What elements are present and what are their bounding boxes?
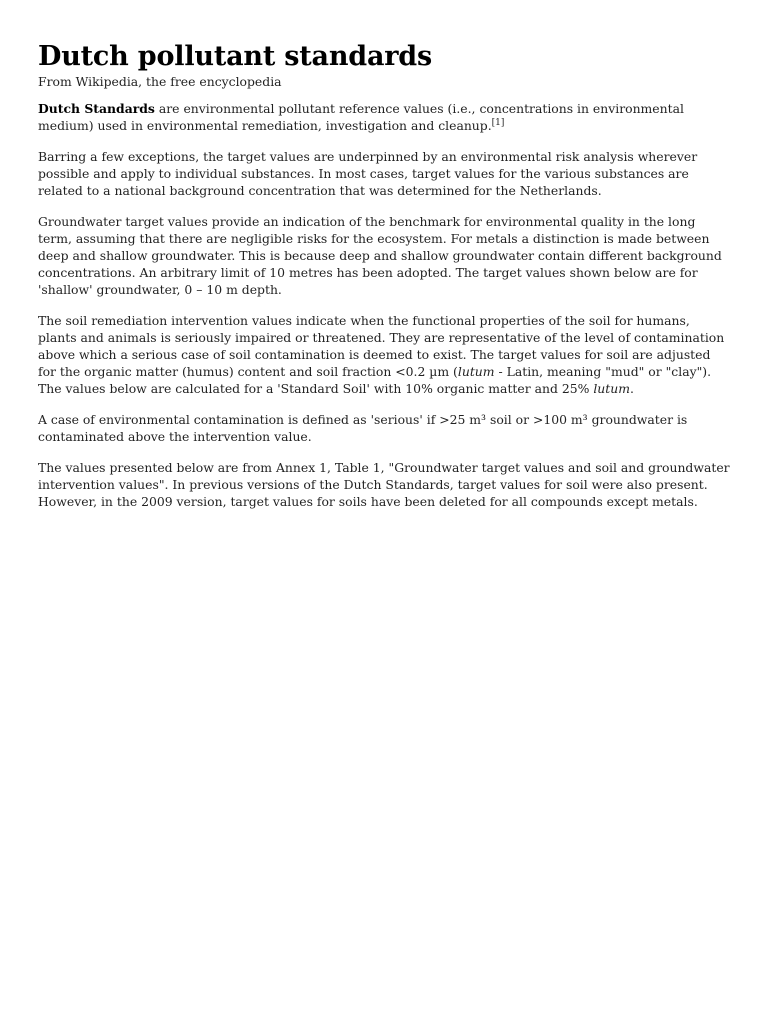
bold-term: Dutch Standards: [38, 101, 155, 116]
italic-lutum-2: lutum: [593, 381, 630, 396]
intervention-text-a: The soil remediation intervention values indicate when the functional properties of the soil for humans, plants and animals is seriously impaired or threatened. They are representative of the level of contamination above which a serious case of soil contamination is deemed to exist. The target values for soil are adjusted for the organic matter (humus) content and soil fraction <0.2 µm (: [38, 313, 725, 379]
intervention-text-b: - Latin, meaning "mud" or "clay"). The values below are calculated for a 'Standard Soil' with 10% organic matter and 25%: [38, 364, 712, 396]
reference-link[interactable]: [1]: [491, 117, 505, 128]
paragraph-target-values: Barring a few exceptions, the target values are underpinned by an environmental risk analysis wherever possible and apply to individual substances. In most cases, target values for the various substances are related to a national background concentration that was determined for the Netherlands.: [38, 149, 698, 198]
page-title: Dutch pollutant standards: [38, 41, 432, 72]
paragraph-intervention: [38, 312, 730, 397]
paragraph-annex: The values presented below are from Annex 1, Table 1, "Groundwater target values and soil and groundwater intervention values". In previous versions of the Dutch Standards, target values for soil were also present. However, in the 2009 version, target values for soils have been deleted for all compounds except metals.: [38, 460, 730, 509]
site-tagline: From Wikipedia, the free encyclopedia: [38, 74, 282, 89]
intervention-text-c: .: [629, 381, 634, 396]
intro-text: are environmental pollutant reference values (i.e., concentrations in environmental medium) used in environmental remediation, investigation and cleanup.: [38, 101, 684, 133]
italic-lutum-1: lutum: [457, 364, 495, 379]
paragraph-groundwater: Groundwater target values provide an indication of the benchmark for environmental quality in the long term, assuming that there are negligible risks for the ecosystem. For metals a distinction is made between deep and shallow groundwater. This is because deep and shallow groundwater contain different background concentrations. An arbitrary limit of 10 metres has been adopted. The target values shown below are for 'shallow' groundwater, 0 – 10 m depth.: [38, 214, 722, 297]
paragraph-serious-case: A case of environmental contamination is defined as 'serious' if >25 m³ soil or >100 m³ groundwater is contaminated above the intervention value.: [38, 412, 688, 444]
paragraph-intro: [38, 100, 730, 134]
